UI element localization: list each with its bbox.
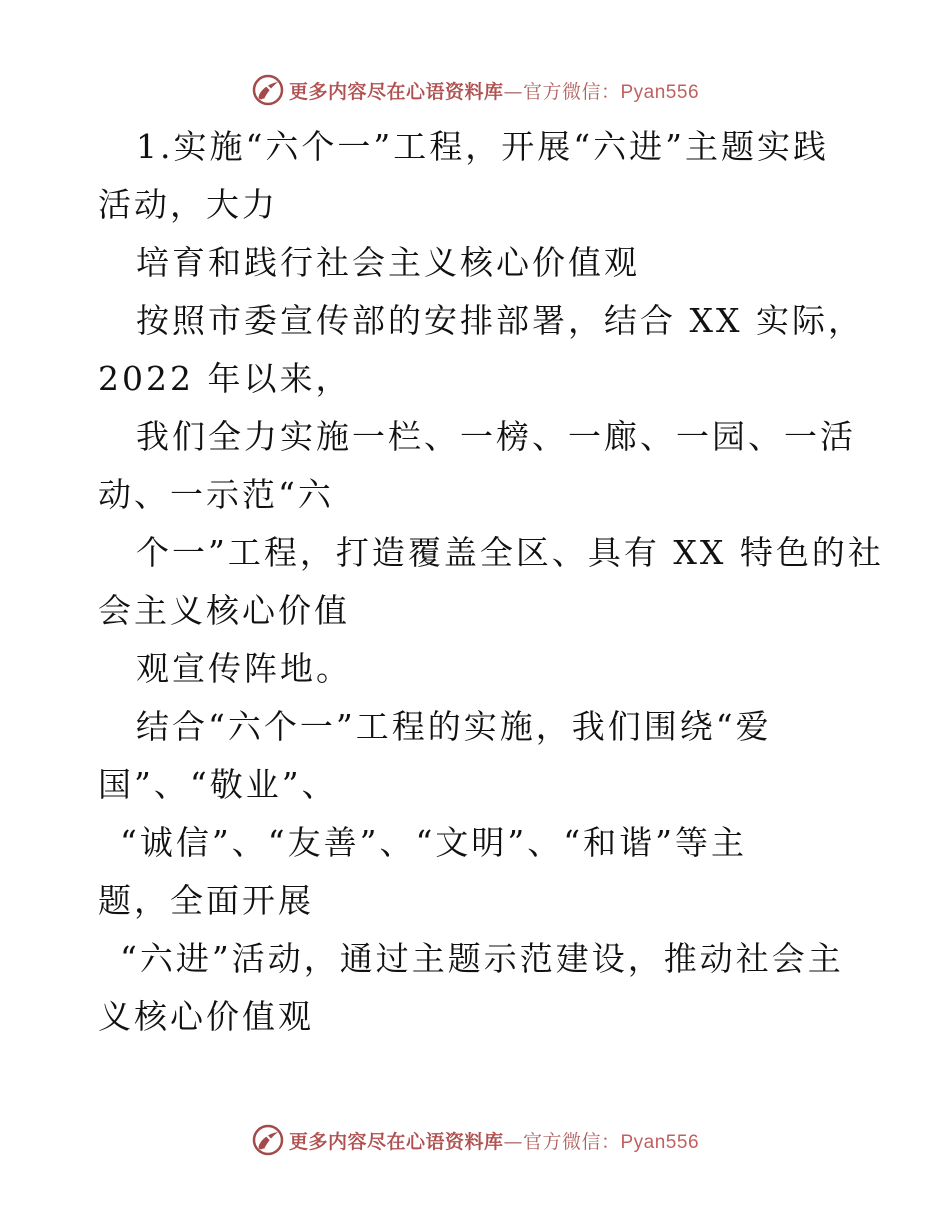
- body-line: “诚信”、“友善”、“文明”、“和谐”等主: [120, 823, 747, 862]
- footer-banner-prefix: 更多内容尽在心语资料库: [288, 1130, 504, 1153]
- header-banner-prefix: 更多内容尽在心语资料库: [288, 80, 504, 103]
- footer-banner-wechat-id: Pyan556: [620, 1131, 700, 1153]
- footer-banner: [0, 1120, 950, 1160]
- footer-banner-middle: 官方微信：: [522, 1130, 621, 1153]
- body-line: 2022 年以来，: [98, 359, 352, 398]
- body-line: “六进”活动，通过主题示范建设，推动社会主: [120, 939, 844, 978]
- body-line: 结合“六个一”工程的实施，我们围绕“爱: [136, 707, 772, 746]
- body-line: 动、一示范“六: [98, 475, 334, 514]
- body-line: 1.实施“六个一”工程，开展“六进”主题实践: [136, 127, 829, 166]
- body-line: 题，全面开展: [98, 881, 314, 920]
- header-banner-middle: 官方微信：: [522, 80, 621, 103]
- body-line: 观宣传阵地。: [136, 649, 352, 688]
- body-line: 培育和践行社会主义核心价值观: [136, 243, 640, 282]
- body-line: 活动，大力: [98, 185, 278, 224]
- header-banner-separator: —: [503, 80, 523, 103]
- brand-logo-icon: [251, 1123, 285, 1157]
- header-banner-wechat-id: Pyan556: [620, 81, 700, 103]
- header-banner-text: [289, 77, 699, 104]
- body-line: 我们全力实施一栏、一榜、一廊、一园、一活: [136, 417, 856, 456]
- footer-banner-separator: —: [503, 1130, 523, 1153]
- body-line: 义核心价值观: [98, 997, 314, 1036]
- header-banner: [0, 70, 950, 110]
- footer-banner-text: [289, 1127, 699, 1154]
- body-line: 会主义核心价值: [98, 591, 350, 630]
- body-line: 国”、“敬业”、: [98, 765, 338, 804]
- body-line: 个一”工程，打造覆盖全区、具有 XX 特色的社: [136, 533, 884, 572]
- body-line: 按照市委宣传部的安排部署，结合 XX 实际，: [136, 301, 864, 340]
- document-body: [98, 118, 884, 1046]
- brand-logo-icon: [251, 73, 285, 107]
